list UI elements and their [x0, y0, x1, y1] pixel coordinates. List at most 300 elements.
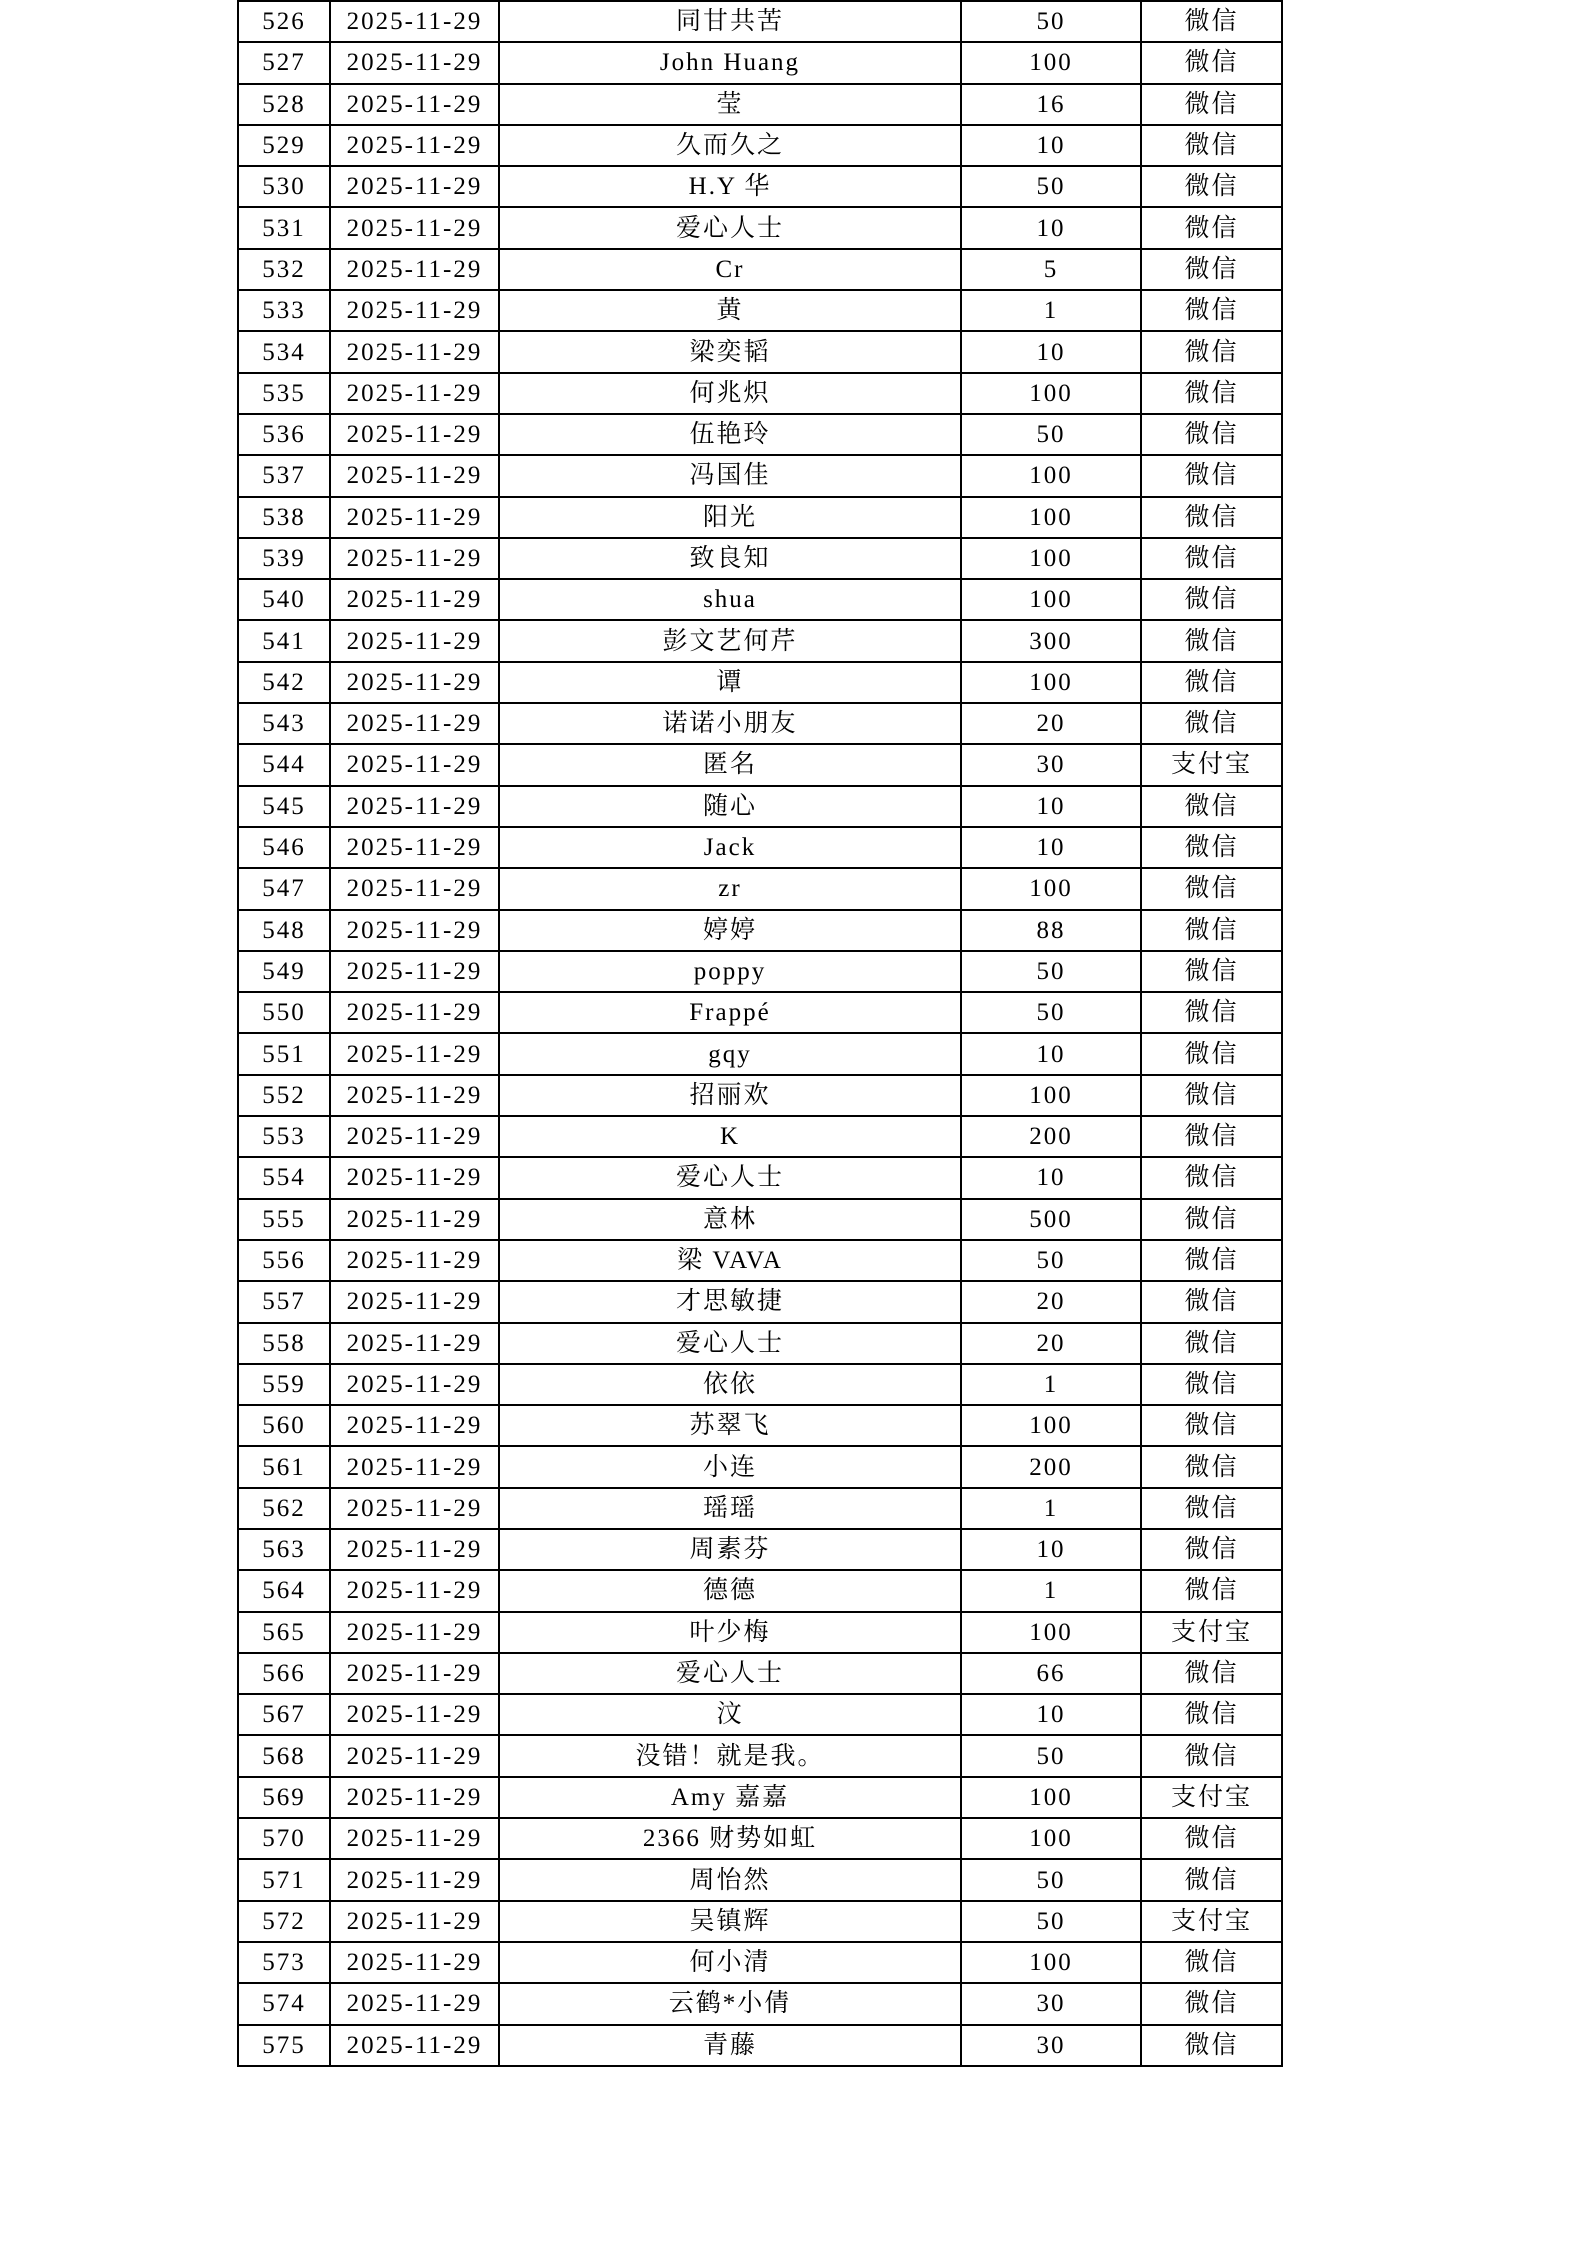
table-row: [238, 1488, 1282, 1529]
donation-amount-cell: 1: [961, 1570, 1141, 1611]
row-number-cell: 572: [238, 1901, 330, 1942]
donation-date-cell: 2025-11-29: [330, 703, 499, 744]
table-row: [238, 744, 1282, 785]
row-number-cell: 573: [238, 1942, 330, 1983]
donation-date-cell: 2025-11-29: [330, 1075, 499, 1116]
row-number-cell: 555: [238, 1199, 330, 1240]
row-number-cell: 559: [238, 1364, 330, 1405]
table-row: [238, 579, 1282, 620]
donor-name-cell: 匿名: [499, 744, 961, 785]
donation-amount-cell: 100: [961, 455, 1141, 496]
table-row: [238, 1777, 1282, 1818]
donor-name-cell: 阳光: [499, 497, 961, 538]
payment-channel-cell: 微信: [1141, 1488, 1282, 1529]
row-number-cell: 538: [238, 497, 330, 538]
table-row: [238, 1694, 1282, 1735]
donor-name-cell: Amy 嘉嘉: [499, 1777, 961, 1818]
donor-name-cell: Jack: [499, 827, 961, 868]
row-number-cell: 539: [238, 538, 330, 579]
donation-date-cell: 2025-11-29: [330, 910, 499, 951]
payment-channel-cell: 微信: [1141, 249, 1282, 290]
table-row: [238, 1199, 1282, 1240]
donor-name-cell: 小连: [499, 1446, 961, 1487]
donation-date-cell: 2025-11-29: [330, 1240, 499, 1281]
payment-channel-cell: 微信: [1141, 579, 1282, 620]
row-number-cell: 553: [238, 1116, 330, 1157]
donation-amount-cell: 1: [961, 1364, 1141, 1405]
row-number-cell: 535: [238, 373, 330, 414]
donation-date-cell: 2025-11-29: [330, 290, 499, 331]
donor-name-cell: 周怡然: [499, 1859, 961, 1900]
donation-amount-cell: 100: [961, 1818, 1141, 1859]
table-row: [238, 538, 1282, 579]
donation-amount-cell: 200: [961, 1446, 1141, 1487]
donation-amount-cell: 30: [961, 1983, 1141, 2024]
payment-channel-cell: 微信: [1141, 951, 1282, 992]
donation-table: [237, 0, 1283, 2067]
table-row: [238, 2025, 1282, 2066]
donation-date-cell: 2025-11-29: [330, 84, 499, 125]
payment-channel-cell: 微信: [1141, 207, 1282, 248]
donation-date-cell: 2025-11-29: [330, 414, 499, 455]
donor-name-cell: 伍艳玲: [499, 414, 961, 455]
donor-name-cell: 何兆炽: [499, 373, 961, 414]
donor-name-cell: 彭文艺何芹: [499, 620, 961, 661]
donation-amount-cell: 10: [961, 827, 1141, 868]
payment-channel-cell: 微信: [1141, 497, 1282, 538]
row-number-cell: 548: [238, 910, 330, 951]
payment-channel-cell: 微信: [1141, 910, 1282, 951]
row-number-cell: 552: [238, 1075, 330, 1116]
donation-amount-cell: 5: [961, 249, 1141, 290]
payment-channel-cell: 微信: [1141, 1818, 1282, 1859]
donor-name-cell: 叶少梅: [499, 1612, 961, 1653]
donation-date-cell: 2025-11-29: [330, 1653, 499, 1694]
donation-amount-cell: 50: [961, 1, 1141, 42]
donation-date-cell: 2025-11-29: [330, 1983, 499, 2024]
row-number-cell: 565: [238, 1612, 330, 1653]
row-number-cell: 569: [238, 1777, 330, 1818]
donation-date-cell: 2025-11-29: [330, 1859, 499, 1900]
payment-channel-cell: 微信: [1141, 868, 1282, 909]
row-number-cell: 545: [238, 786, 330, 827]
payment-channel-cell: 支付宝: [1141, 1777, 1282, 1818]
row-number-cell: 564: [238, 1570, 330, 1611]
donation-amount-cell: 10: [961, 1694, 1141, 1735]
donation-date-cell: 2025-11-29: [330, 538, 499, 579]
table-row: [238, 455, 1282, 496]
donation-amount-cell: 100: [961, 1405, 1141, 1446]
donation-date-cell: 2025-11-29: [330, 1901, 499, 1942]
payment-channel-cell: 微信: [1141, 1281, 1282, 1322]
donation-date-cell: 2025-11-29: [330, 207, 499, 248]
donor-name-cell: poppy: [499, 951, 961, 992]
donation-date-cell: 2025-11-29: [330, 1488, 499, 1529]
donor-name-cell: 谭: [499, 662, 961, 703]
row-number-cell: 575: [238, 2025, 330, 2066]
donation-amount-cell: 10: [961, 1033, 1141, 1074]
donor-name-cell: Frappé: [499, 992, 961, 1033]
payment-channel-cell: 微信: [1141, 2025, 1282, 2066]
payment-channel-cell: 微信: [1141, 703, 1282, 744]
payment-channel-cell: 微信: [1141, 1075, 1282, 1116]
donation-date-cell: 2025-11-29: [330, 1, 499, 42]
payment-channel-cell: 微信: [1141, 1157, 1282, 1198]
payment-channel-cell: 微信: [1141, 1240, 1282, 1281]
payment-channel-cell: 微信: [1141, 1653, 1282, 1694]
row-number-cell: 570: [238, 1818, 330, 1859]
donor-name-cell: 爱心人士: [499, 1323, 961, 1364]
donor-name-cell: 才思敏捷: [499, 1281, 961, 1322]
donor-name-cell: 爱心人士: [499, 1653, 961, 1694]
donation-date-cell: 2025-11-29: [330, 1735, 499, 1776]
table-row: [238, 373, 1282, 414]
table-row: [238, 249, 1282, 290]
table-row: [238, 1323, 1282, 1364]
donor-name-cell: K: [499, 1116, 961, 1157]
payment-channel-cell: 微信: [1141, 1446, 1282, 1487]
row-number-cell: 554: [238, 1157, 330, 1198]
donor-name-cell: 何小清: [499, 1942, 961, 1983]
payment-channel-cell: 微信: [1141, 1033, 1282, 1074]
row-number-cell: 561: [238, 1446, 330, 1487]
donation-date-cell: 2025-11-29: [330, 125, 499, 166]
donor-name-cell: H.Y 华: [499, 166, 961, 207]
donor-name-cell: 招丽欢: [499, 1075, 961, 1116]
payment-channel-cell: 微信: [1141, 538, 1282, 579]
row-number-cell: 547: [238, 868, 330, 909]
table-row: [238, 84, 1282, 125]
payment-channel-cell: 微信: [1141, 331, 1282, 372]
donation-date-cell: 2025-11-29: [330, 1116, 499, 1157]
donor-name-cell: 久而久之: [499, 125, 961, 166]
donation-date-cell: 2025-11-29: [330, 1694, 499, 1735]
payment-channel-cell: 微信: [1141, 992, 1282, 1033]
donation-date-cell: 2025-11-29: [330, 42, 499, 83]
table-row: [238, 868, 1282, 909]
table-row: [238, 1364, 1282, 1405]
row-number-cell: 568: [238, 1735, 330, 1776]
donation-amount-cell: 10: [961, 207, 1141, 248]
table-row: [238, 497, 1282, 538]
donation-amount-cell: 16: [961, 84, 1141, 125]
table-row: [238, 703, 1282, 744]
payment-channel-cell: 微信: [1141, 414, 1282, 455]
donation-amount-cell: 100: [961, 42, 1141, 83]
donation-amount-cell: 200: [961, 1116, 1141, 1157]
donor-name-cell: 爱心人士: [499, 207, 961, 248]
donation-date-cell: 2025-11-29: [330, 1281, 499, 1322]
row-number-cell: 546: [238, 827, 330, 868]
table-row: [238, 1735, 1282, 1776]
payment-channel-cell: 微信: [1141, 1694, 1282, 1735]
row-number-cell: 563: [238, 1529, 330, 1570]
payment-channel-cell: 支付宝: [1141, 744, 1282, 785]
donation-amount-cell: 100: [961, 1777, 1141, 1818]
row-number-cell: 532: [238, 249, 330, 290]
donation-date-cell: 2025-11-29: [330, 331, 499, 372]
payment-channel-cell: 微信: [1141, 1859, 1282, 1900]
donation-date-cell: 2025-11-29: [330, 1529, 499, 1570]
donation-date-cell: 2025-11-29: [330, 744, 499, 785]
donation-date-cell: 2025-11-29: [330, 827, 499, 868]
row-number-cell: 550: [238, 992, 330, 1033]
donor-name-cell: 云鹤*小倩: [499, 1983, 961, 2024]
donor-name-cell: 婷婷: [499, 910, 961, 951]
donation-amount-cell: 100: [961, 662, 1141, 703]
donation-amount-cell: 100: [961, 868, 1141, 909]
donation-date-cell: 2025-11-29: [330, 166, 499, 207]
table-row: [238, 1653, 1282, 1694]
donor-name-cell: 致良知: [499, 538, 961, 579]
table-row: [238, 786, 1282, 827]
row-number-cell: 557: [238, 1281, 330, 1322]
donation-amount-cell: 30: [961, 2025, 1141, 2066]
payment-channel-cell: 微信: [1141, 1364, 1282, 1405]
donation-amount-cell: 10: [961, 331, 1141, 372]
donation-amount-cell: 66: [961, 1653, 1141, 1694]
table-row: [238, 166, 1282, 207]
donation-amount-cell: 100: [961, 1612, 1141, 1653]
payment-channel-cell: 微信: [1141, 1116, 1282, 1157]
donor-name-cell: 莹: [499, 84, 961, 125]
row-number-cell: 543: [238, 703, 330, 744]
table-row: [238, 1818, 1282, 1859]
payment-channel-cell: 微信: [1141, 455, 1282, 496]
table-row: [238, 1157, 1282, 1198]
donation-amount-cell: 50: [961, 1901, 1141, 1942]
donation-date-cell: 2025-11-29: [330, 2025, 499, 2066]
row-number-cell: 533: [238, 290, 330, 331]
table-row: [238, 1116, 1282, 1157]
donor-name-cell: 汶: [499, 1694, 961, 1735]
row-number-cell: 544: [238, 744, 330, 785]
table-row: [238, 1901, 1282, 1942]
row-number-cell: 529: [238, 125, 330, 166]
donor-name-cell: 意林: [499, 1199, 961, 1240]
table-row: [238, 1033, 1282, 1074]
table-row: [238, 42, 1282, 83]
donation-date-cell: 2025-11-29: [330, 1033, 499, 1074]
payment-channel-cell: 微信: [1141, 373, 1282, 414]
donor-name-cell: 周素芬: [499, 1529, 961, 1570]
donor-name-cell: 吴镇辉: [499, 1901, 961, 1942]
donor-name-cell: shua: [499, 579, 961, 620]
row-number-cell: 527: [238, 42, 330, 83]
donation-amount-cell: 50: [961, 951, 1141, 992]
donation-date-cell: 2025-11-29: [330, 620, 499, 661]
donation-amount-cell: 50: [961, 166, 1141, 207]
donor-name-cell: 黄: [499, 290, 961, 331]
row-number-cell: 536: [238, 414, 330, 455]
donation-amount-cell: 100: [961, 579, 1141, 620]
donation-amount-cell: 20: [961, 703, 1141, 744]
donor-name-cell: 青藤: [499, 2025, 961, 2066]
row-number-cell: 534: [238, 331, 330, 372]
donor-name-cell: 诺诺小朋友: [499, 703, 961, 744]
payment-channel-cell: 微信: [1141, 84, 1282, 125]
donation-amount-cell: 100: [961, 1942, 1141, 1983]
table-row: [238, 1405, 1282, 1446]
table-row: [238, 331, 1282, 372]
row-number-cell: 562: [238, 1488, 330, 1529]
row-number-cell: 558: [238, 1323, 330, 1364]
table-row: [238, 1446, 1282, 1487]
donor-name-cell: 冯国佳: [499, 455, 961, 496]
row-number-cell: 540: [238, 579, 330, 620]
donation-date-cell: 2025-11-29: [330, 992, 499, 1033]
donation-date-cell: 2025-11-29: [330, 1157, 499, 1198]
donation-date-cell: 2025-11-29: [330, 373, 499, 414]
payment-channel-cell: 微信: [1141, 1323, 1282, 1364]
donation-date-cell: 2025-11-29: [330, 497, 499, 538]
table-row: [238, 1612, 1282, 1653]
donation-table-body: [238, 1, 1282, 2066]
donation-amount-cell: 50: [961, 992, 1141, 1033]
donor-name-cell: John Huang: [499, 42, 961, 83]
donation-amount-cell: 30: [961, 744, 1141, 785]
donation-date-cell: 2025-11-29: [330, 1405, 499, 1446]
donation-amount-cell: 20: [961, 1323, 1141, 1364]
row-number-cell: 530: [238, 166, 330, 207]
table-row: [238, 414, 1282, 455]
table-row: [238, 1942, 1282, 1983]
payment-channel-cell: 微信: [1141, 1405, 1282, 1446]
donation-date-cell: 2025-11-29: [330, 1570, 499, 1611]
table-row: [238, 1240, 1282, 1281]
donor-name-cell: 苏翠飞: [499, 1405, 961, 1446]
donation-amount-cell: 10: [961, 1157, 1141, 1198]
donation-amount-cell: 20: [961, 1281, 1141, 1322]
donor-name-cell: zr: [499, 868, 961, 909]
table-row: [238, 207, 1282, 248]
payment-channel-cell: 微信: [1141, 786, 1282, 827]
table-row: [238, 1859, 1282, 1900]
row-number-cell: 531: [238, 207, 330, 248]
donation-date-cell: 2025-11-29: [330, 1612, 499, 1653]
table-row: [238, 1570, 1282, 1611]
donation-date-cell: 2025-11-29: [330, 579, 499, 620]
table-row: [238, 992, 1282, 1033]
payment-channel-cell: 微信: [1141, 42, 1282, 83]
row-number-cell: 551: [238, 1033, 330, 1074]
donation-date-cell: 2025-11-29: [330, 1777, 499, 1818]
row-number-cell: 528: [238, 84, 330, 125]
donation-amount-cell: 100: [961, 538, 1141, 579]
donation-date-cell: 2025-11-29: [330, 455, 499, 496]
row-number-cell: 526: [238, 1, 330, 42]
donor-name-cell: 德德: [499, 1570, 961, 1611]
donation-date-cell: 2025-11-29: [330, 1364, 499, 1405]
payment-channel-cell: 支付宝: [1141, 1901, 1282, 1942]
payment-channel-cell: 微信: [1141, 1735, 1282, 1776]
donation-amount-cell: 1: [961, 1488, 1141, 1529]
donor-name-cell: gqy: [499, 1033, 961, 1074]
payment-channel-cell: 微信: [1141, 827, 1282, 868]
table-row: [238, 662, 1282, 703]
payment-channel-cell: 微信: [1141, 125, 1282, 166]
donation-date-cell: 2025-11-29: [330, 951, 499, 992]
donation-amount-cell: 1: [961, 290, 1141, 331]
donor-name-cell: 瑶瑶: [499, 1488, 961, 1529]
donation-amount-cell: 100: [961, 1075, 1141, 1116]
donor-name-cell: 依依: [499, 1364, 961, 1405]
donation-amount-cell: 10: [961, 1529, 1141, 1570]
donor-name-cell: 没错！就是我。: [499, 1735, 961, 1776]
payment-channel-cell: 微信: [1141, 1570, 1282, 1611]
row-number-cell: 537: [238, 455, 330, 496]
donation-amount-cell: 100: [961, 373, 1141, 414]
donation-date-cell: 2025-11-29: [330, 662, 499, 703]
payment-channel-cell: 微信: [1141, 166, 1282, 207]
donation-date-cell: 2025-11-29: [330, 1818, 499, 1859]
donation-amount-cell: 300: [961, 620, 1141, 661]
donor-name-cell: 2366 财势如虹: [499, 1818, 961, 1859]
donation-date-cell: 2025-11-29: [330, 868, 499, 909]
row-number-cell: 571: [238, 1859, 330, 1900]
donation-date-cell: 2025-11-29: [330, 1199, 499, 1240]
payment-channel-cell: 微信: [1141, 1942, 1282, 1983]
payment-channel-cell: 微信: [1141, 1983, 1282, 2024]
donation-amount-cell: 88: [961, 910, 1141, 951]
table-row: [238, 620, 1282, 661]
donor-name-cell: 同甘共苦: [499, 1, 961, 42]
table-row: [238, 951, 1282, 992]
table-row: [238, 827, 1282, 868]
donation-amount-cell: 50: [961, 414, 1141, 455]
table-row: [238, 1529, 1282, 1570]
donor-name-cell: Cr: [499, 249, 961, 290]
donation-amount-cell: 10: [961, 786, 1141, 827]
donation-date-cell: 2025-11-29: [330, 1446, 499, 1487]
row-number-cell: 556: [238, 1240, 330, 1281]
donor-name-cell: 梁奕韬: [499, 331, 961, 372]
table-row: [238, 1075, 1282, 1116]
row-number-cell: 542: [238, 662, 330, 703]
table-row: [238, 1281, 1282, 1322]
table-row: [238, 910, 1282, 951]
table-row: [238, 1, 1282, 42]
table-row: [238, 125, 1282, 166]
row-number-cell: 549: [238, 951, 330, 992]
donation-amount-cell: 50: [961, 1735, 1141, 1776]
donation-amount-cell: 50: [961, 1859, 1141, 1900]
row-number-cell: 574: [238, 1983, 330, 2024]
donation-date-cell: 2025-11-29: [330, 1942, 499, 1983]
row-number-cell: 541: [238, 620, 330, 661]
row-number-cell: 560: [238, 1405, 330, 1446]
donation-date-cell: 2025-11-29: [330, 1323, 499, 1364]
payment-channel-cell: 微信: [1141, 290, 1282, 331]
donation-amount-cell: 50: [961, 1240, 1141, 1281]
payment-channel-cell: 微信: [1141, 1529, 1282, 1570]
donation-amount-cell: 500: [961, 1199, 1141, 1240]
payment-channel-cell: 支付宝: [1141, 1612, 1282, 1653]
table-row: [238, 290, 1282, 331]
donation-date-cell: 2025-11-29: [330, 786, 499, 827]
donation-date-cell: 2025-11-29: [330, 249, 499, 290]
row-number-cell: 566: [238, 1653, 330, 1694]
payment-channel-cell: 微信: [1141, 662, 1282, 703]
table-row: [238, 1983, 1282, 2024]
donor-name-cell: 随心: [499, 786, 961, 827]
donation-amount-cell: 10: [961, 125, 1141, 166]
donor-name-cell: 爱心人士: [499, 1157, 961, 1198]
payment-channel-cell: 微信: [1141, 1, 1282, 42]
row-number-cell: 567: [238, 1694, 330, 1735]
donor-name-cell: 梁 VAVA: [499, 1240, 961, 1281]
donation-amount-cell: 100: [961, 497, 1141, 538]
